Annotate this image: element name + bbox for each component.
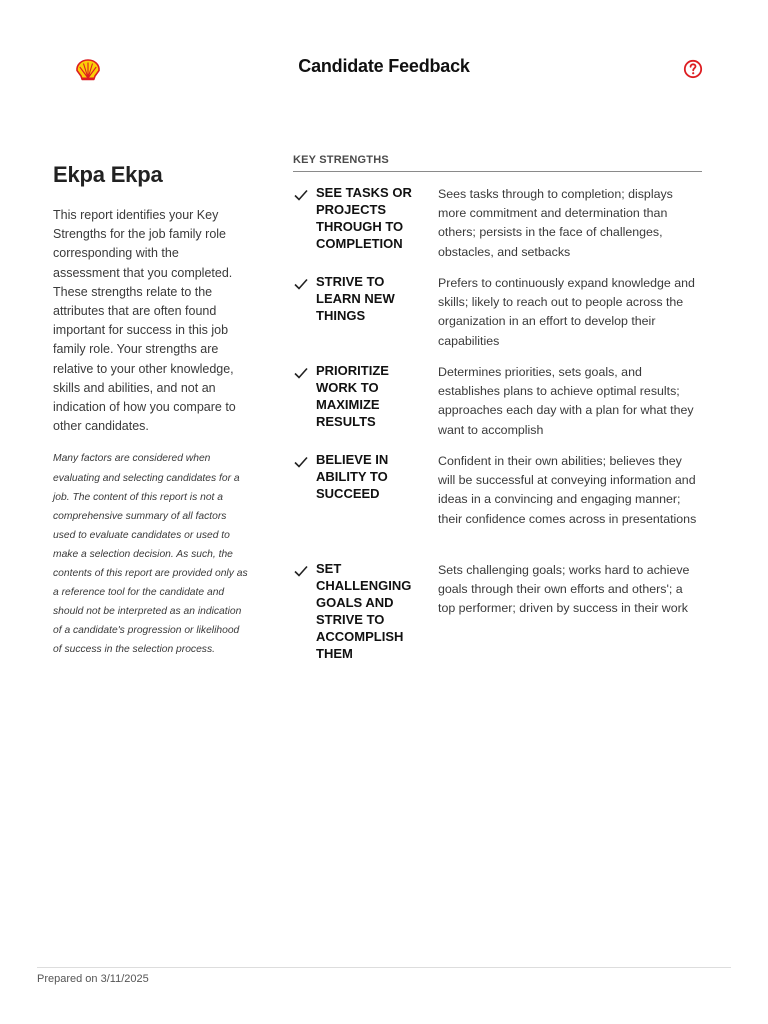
strength-description: Determines priorities, sets goals, and establishes plans to achieve optimal results; approaches each day with a plan for what they want to accomplish (438, 365, 694, 437)
strength-row (293, 451, 702, 560)
footer-divider (37, 967, 731, 968)
report-intro: This report identifies your Key Strengths for the job family role corresponding with the assessment that you completed. These strengths relate to the attributes that are often found important for success in this job family role. Your strengths are relative to your other knowledge, skills and abilities, and not an indication of how you compare to other candidates. (53, 208, 236, 434)
check-icon (293, 455, 309, 469)
strength-description: Sees tasks through to completion; displays more commitment and determination than others; persists in the face of challenges, obstacles, and setbacks (438, 187, 673, 259)
strength-row (293, 560, 702, 670)
strength-row (293, 273, 702, 362)
report-disclaimer: Many factors are considered when evaluating and selecting candidates for a job. The content of this report is not a comprehensive summary of all factors used to evaluate candidates or used to make a selection decision. As such, the contents of this report are provided only as a reference tool for the candidate and should not be interpreted as an indication of a candidate's progression or likelihood of success in the selection process. (53, 453, 248, 656)
section-title: KEY STRENGTHS (293, 154, 702, 172)
help-circle-icon[interactable] (683, 59, 703, 79)
strength-label: PRIORITIZE WORK TO MAXIMIZE RESULTS (316, 363, 389, 429)
prepared-date: Prepared on 3/11/2025 (37, 973, 149, 985)
candidate-name: Ekpa Ekpa (53, 162, 163, 187)
check-icon (293, 366, 309, 380)
check-icon (293, 188, 309, 202)
strength-label: SEE TASKS OR PROJECTS THROUGH TO COMPLETION (316, 185, 412, 251)
key-strengths-section (293, 154, 702, 670)
check-icon (293, 277, 309, 291)
page-title: Candidate Feedback (298, 56, 470, 76)
strength-label: SET CHALLENGING GOALS AND STRIVE TO ACCOMPLISH THEM (316, 561, 412, 661)
strength-row (293, 184, 702, 273)
check-icon (293, 564, 309, 578)
candidate-summary (53, 160, 248, 659)
strength-description: Sets challenging goals; works hard to achieve goals through their own efforts and others'; a top performer; driven by success in their work (438, 563, 690, 616)
strength-description: Prefers to continuously expand knowledge and skills; likely to reach out to people across the organization in an effort to develop their capabilities (438, 276, 695, 348)
strength-label: STRIVE TO LEARN NEW THINGS (316, 274, 395, 323)
strength-label: BELIEVE IN ABILITY TO SUCCEED (316, 452, 389, 501)
strength-row (293, 362, 702, 451)
strength-description: Confident in their own abilities; believes they will be successful at conveying information and ideas in a convincing and engaging manner; their confidence comes across in presentations (438, 454, 697, 526)
